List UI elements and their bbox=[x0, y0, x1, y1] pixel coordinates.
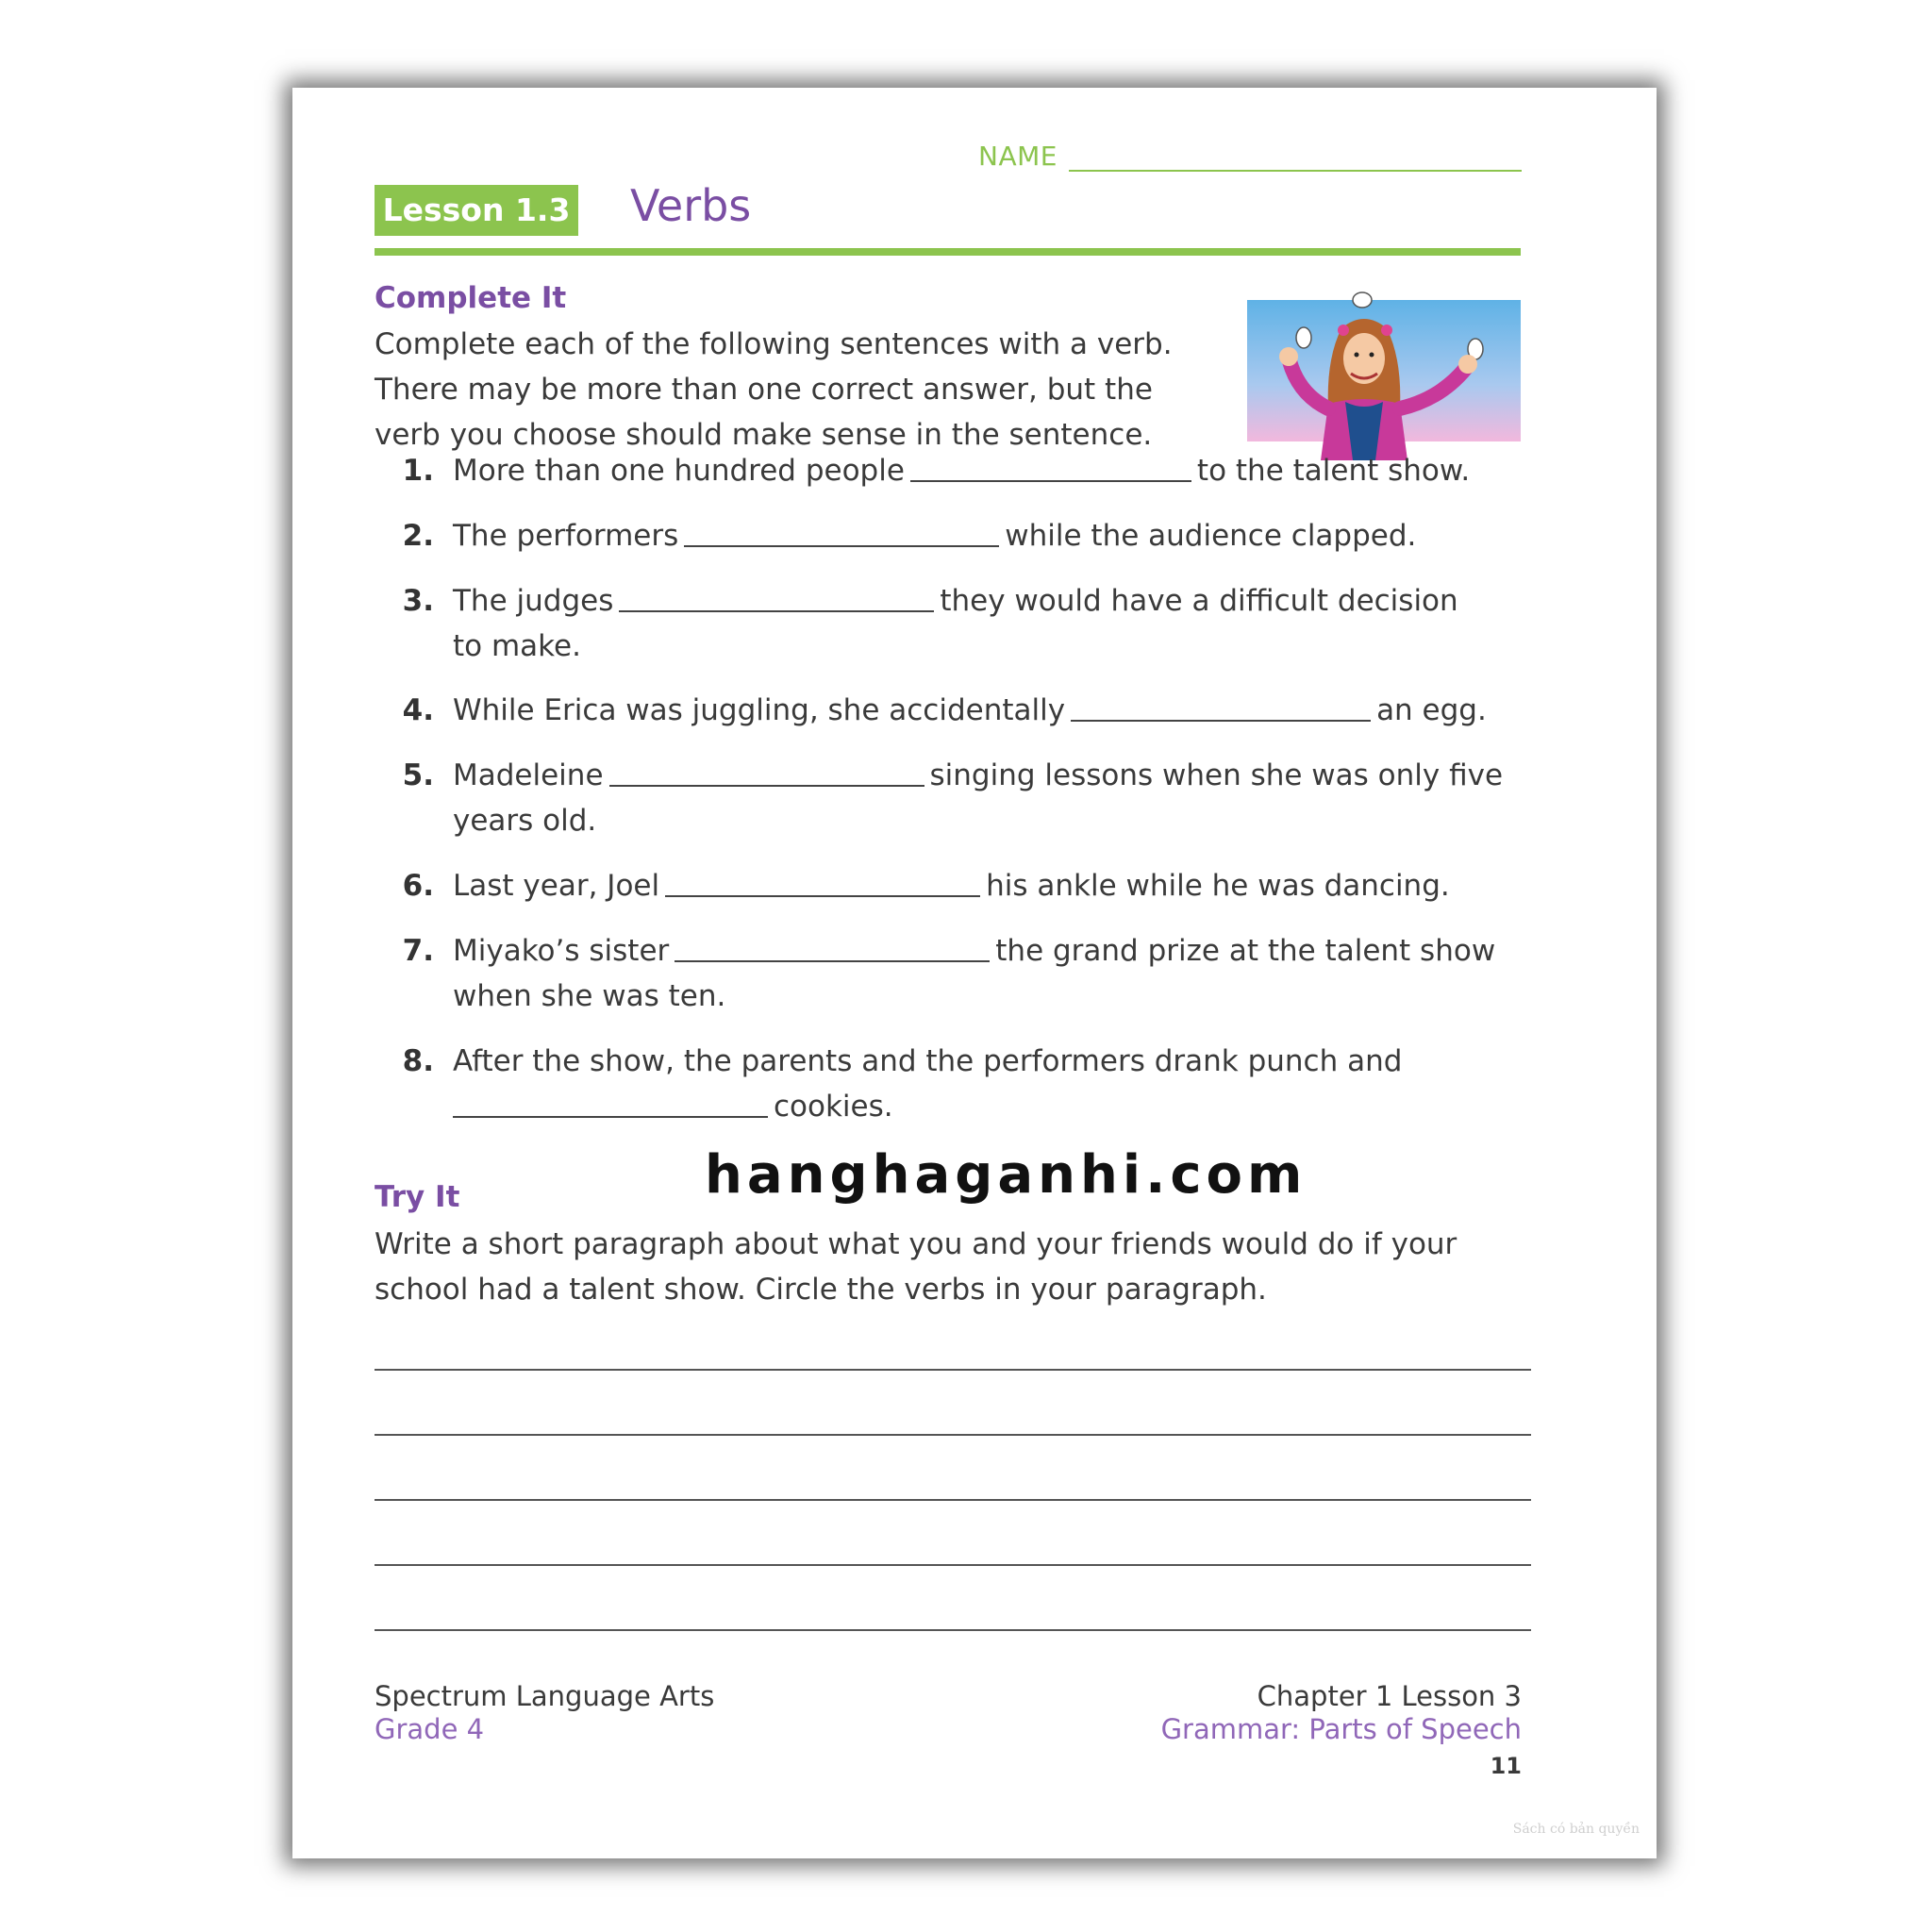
question-item bbox=[387, 688, 1533, 733]
writing-line[interactable] bbox=[375, 1499, 1531, 1501]
try-it-heading: Try It bbox=[375, 1180, 460, 1214]
instruction-line: Complete each of the following sentences with a verb. bbox=[375, 327, 1173, 361]
name-field-row bbox=[978, 141, 1522, 172]
question-text: the grand prize at the talent show bbox=[995, 934, 1496, 968]
answer-blank[interactable] bbox=[1071, 691, 1371, 722]
chapter-lesson-label: Chapter 1 Lesson 3 bbox=[1257, 1680, 1522, 1712]
question-number: 5. bbox=[402, 758, 434, 792]
instruction-line: There may be more than one correct answer, but the bbox=[375, 373, 1153, 407]
answer-blank[interactable] bbox=[684, 517, 999, 547]
question-number: 8. bbox=[402, 1044, 434, 1078]
worksheet-page bbox=[292, 88, 1657, 1858]
question-text: Miyako’s sister bbox=[453, 934, 670, 968]
writing-line[interactable] bbox=[375, 1564, 1531, 1566]
question-number: 3. bbox=[402, 584, 434, 618]
question-text: cookies. bbox=[774, 1090, 893, 1124]
question-number: 6. bbox=[402, 869, 434, 903]
question-continuation: to make. bbox=[453, 629, 581, 663]
complete-it-instructions bbox=[375, 322, 1173, 458]
answer-blank[interactable] bbox=[619, 582, 934, 612]
question-text: to the talent show. bbox=[1196, 454, 1471, 488]
juggling-girl-illustration bbox=[1247, 291, 1521, 460]
question-item bbox=[387, 863, 1533, 908]
book-title: Spectrum Language Arts bbox=[375, 1680, 715, 1712]
question-text: Madeleine bbox=[453, 758, 604, 792]
lesson-badge: Lesson 1.3 bbox=[375, 185, 578, 236]
try-it-instructions bbox=[375, 1222, 1457, 1312]
question-continuation: years old. bbox=[453, 804, 597, 838]
answer-blank[interactable] bbox=[609, 757, 924, 787]
question-continuation bbox=[387, 1084, 1533, 1129]
grade-label: Grade 4 bbox=[375, 1713, 485, 1745]
question-item bbox=[387, 448, 1533, 493]
question-continuation: when she was ten. bbox=[453, 979, 726, 1013]
answer-blank[interactable] bbox=[665, 867, 980, 897]
question-item bbox=[387, 513, 1533, 558]
question-text: Last year, Joel bbox=[453, 869, 660, 903]
question-text: More than one hundred people bbox=[453, 454, 905, 488]
instruction-line: Write a short paragraph about what you and your friends would do if your bbox=[375, 1227, 1457, 1261]
question-text: While Erica was juggling, she accidentally bbox=[453, 693, 1066, 727]
question-text: After the show, the parents and the performers drank punch and bbox=[453, 1044, 1403, 1078]
question-text: The judges bbox=[453, 584, 614, 618]
question-text: they would have a difficult decision bbox=[940, 584, 1458, 618]
question-text: singing lessons when she was only five bbox=[929, 758, 1504, 792]
topic-label: Grammar: Parts of Speech bbox=[1160, 1713, 1522, 1745]
question-text: his ankle while he was dancing. bbox=[986, 869, 1450, 903]
page-number: 11 bbox=[1490, 1753, 1522, 1779]
question-item bbox=[387, 753, 1533, 843]
writing-line[interactable] bbox=[375, 1369, 1531, 1371]
question-number: 2. bbox=[402, 519, 434, 553]
name-label: NAME bbox=[978, 141, 1058, 172]
question-text: while the audience clapped. bbox=[1005, 519, 1417, 553]
footer-left bbox=[375, 1680, 714, 1746]
watermark-text: hanghaganhi.com bbox=[705, 1144, 1307, 1206]
question-number: 1. bbox=[402, 454, 434, 488]
header-divider bbox=[375, 248, 1521, 256]
question-item bbox=[387, 928, 1533, 1019]
answer-blank[interactable] bbox=[910, 452, 1191, 482]
name-input-line[interactable] bbox=[1069, 145, 1522, 172]
question-item bbox=[387, 1039, 1533, 1129]
instruction-line: school had a talent show. Circle the verbs in your paragraph. bbox=[375, 1273, 1267, 1307]
question-text: an egg. bbox=[1376, 693, 1487, 727]
question-item bbox=[387, 578, 1533, 669]
lesson-title: Verbs bbox=[630, 180, 752, 231]
question-number: 4. bbox=[402, 693, 434, 727]
answer-blank[interactable] bbox=[453, 1088, 768, 1118]
answer-blank[interactable] bbox=[675, 932, 990, 962]
complete-it-heading: Complete It bbox=[375, 281, 567, 315]
writing-line[interactable] bbox=[375, 1629, 1531, 1631]
writing-line[interactable] bbox=[375, 1434, 1531, 1436]
question-text: The performers bbox=[453, 519, 679, 553]
copyright-note: Sách có bản quyền bbox=[1512, 1822, 1640, 1837]
question-number: 7. bbox=[402, 934, 434, 968]
footer-right bbox=[1161, 1680, 1522, 1746]
instruction-line: verb you choose should make sense in the sentence. bbox=[375, 418, 1153, 452]
